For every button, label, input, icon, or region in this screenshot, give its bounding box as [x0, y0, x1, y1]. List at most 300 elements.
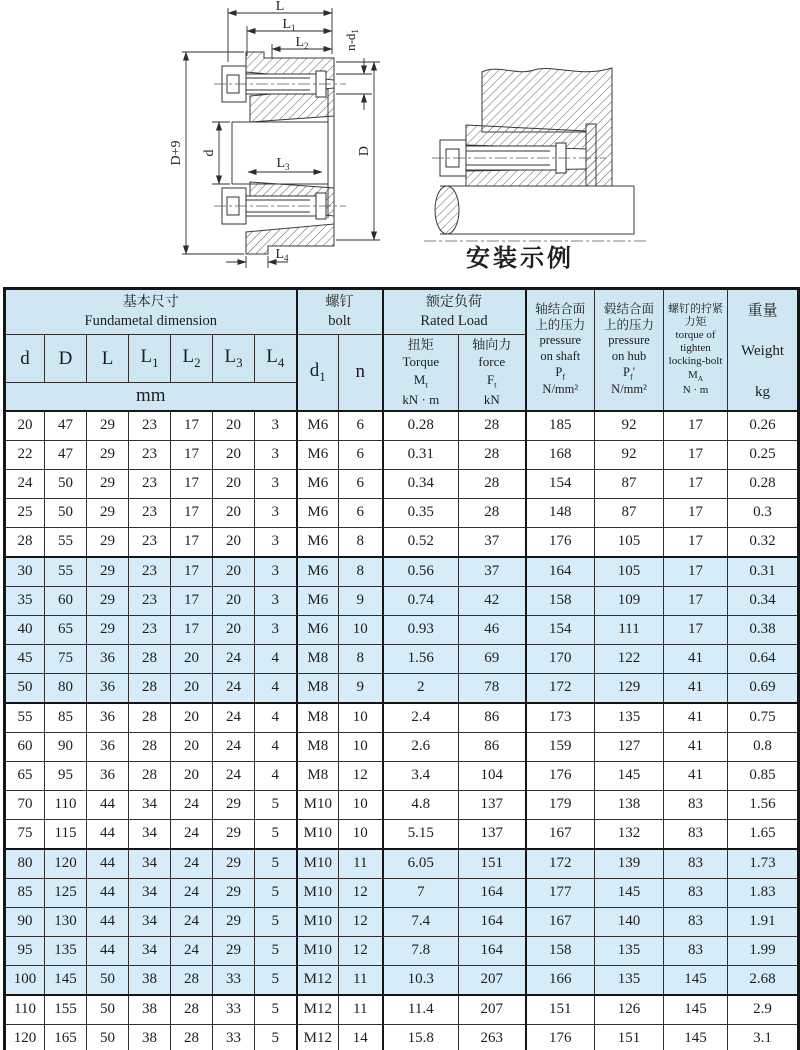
cell: 28 [5, 527, 45, 557]
table-row [5, 936, 799, 965]
cell: 12 [339, 878, 383, 907]
cell: 38 [129, 965, 171, 995]
cell: 145 [595, 878, 664, 907]
header-mm-unit: mm [5, 383, 297, 411]
cell: 151 [459, 849, 526, 879]
table-body [5, 411, 799, 1050]
cell: M6 [297, 411, 339, 441]
cell: 4 [255, 703, 297, 733]
cell: 29 [87, 586, 129, 615]
cell: 34 [129, 936, 171, 965]
cell: 38 [129, 1024, 171, 1050]
cell: M10 [297, 907, 339, 936]
cell: 23 [129, 527, 171, 557]
dim-label-d: d [202, 149, 217, 157]
cell: 139 [595, 849, 664, 879]
cell: 0.52 [383, 527, 459, 557]
cell: 5 [255, 1024, 297, 1050]
cell: 137 [459, 819, 526, 849]
cell: 83 [664, 907, 728, 936]
cell: 154 [526, 469, 595, 498]
cell: 185 [526, 411, 595, 441]
cell: 90 [5, 907, 45, 936]
cell: 29 [213, 878, 255, 907]
cell: 85 [45, 703, 87, 733]
cell: 29 [213, 849, 255, 879]
cell: 85 [5, 878, 45, 907]
cell: 50 [5, 673, 45, 703]
cell: 40 [5, 615, 45, 644]
cell: M12 [297, 965, 339, 995]
cell: 158 [526, 586, 595, 615]
table-row [5, 995, 799, 1025]
cell: 20 [213, 586, 255, 615]
cell: 17 [664, 411, 728, 441]
header-col-torque: 扭矩 Torque $M_t$ kN · m [383, 335, 459, 411]
cell: 0.35 [383, 498, 459, 527]
cell: 176 [526, 527, 595, 557]
cell: 11 [339, 849, 383, 879]
cell: 24 [213, 644, 255, 673]
cell: 17 [664, 527, 728, 557]
cell: 20 [213, 527, 255, 557]
cell: 148 [526, 498, 595, 527]
table-row [5, 527, 799, 557]
cell: 23 [129, 411, 171, 441]
cell: 2 [383, 673, 459, 703]
cell: 8 [339, 644, 383, 673]
cell: 5 [255, 995, 297, 1025]
cell: 0.25 [728, 440, 799, 469]
cell: M12 [297, 1024, 339, 1050]
dim-label-L3: $L_3$ [276, 156, 290, 172]
cell: 92 [595, 411, 664, 441]
header-col-d1: $d_1$ [297, 335, 339, 411]
table-row [5, 761, 799, 790]
cell: 83 [664, 790, 728, 819]
cell: 2.6 [383, 732, 459, 761]
cell: 20 [213, 469, 255, 498]
cell: 55 [45, 557, 87, 587]
cell: 17 [664, 498, 728, 527]
cell: 6 [339, 440, 383, 469]
cell: 0.85 [728, 761, 799, 790]
cell: 7.8 [383, 936, 459, 965]
cell: 12 [339, 761, 383, 790]
cell: 17 [664, 557, 728, 587]
bottom-collar [246, 224, 334, 254]
cell: 23 [129, 469, 171, 498]
cell: 5 [255, 965, 297, 995]
cell: 60 [5, 732, 45, 761]
cell: 125 [45, 878, 87, 907]
cell: M10 [297, 790, 339, 819]
cell: 1.99 [728, 936, 799, 965]
weight-cn: 重量 [747, 302, 778, 319]
cell: M8 [297, 644, 339, 673]
header-col-L1: $L_1$ [129, 335, 171, 383]
header-rated-load [383, 289, 526, 335]
cell: 17 [171, 586, 213, 615]
cell: 173 [526, 703, 595, 733]
cell: 37 [459, 527, 526, 557]
header-basic-dimension [5, 289, 297, 335]
cell: 41 [664, 673, 728, 703]
cell: 29 [87, 615, 129, 644]
cell: 0.28 [383, 411, 459, 441]
cell: 3 [255, 411, 297, 441]
cell: 34 [129, 790, 171, 819]
bolt-cn: 螺钉 [325, 294, 354, 310]
dim-label-L: L [275, 0, 285, 14]
cell: 36 [87, 644, 129, 673]
cell: 6 [339, 498, 383, 527]
cell: 24 [171, 936, 213, 965]
cell: 4 [255, 761, 297, 790]
cell: 80 [45, 673, 87, 703]
cell: 41 [664, 644, 728, 673]
cell: 11.4 [383, 995, 459, 1025]
cell: 145 [595, 761, 664, 790]
cell: 28 [459, 440, 526, 469]
cell: 3 [255, 615, 297, 644]
table-row [5, 673, 799, 703]
cell: 5 [255, 849, 297, 879]
cell: 15.8 [383, 1024, 459, 1050]
cell: 0.8 [728, 732, 799, 761]
basic-dimension-en: Fundametal dimension [84, 313, 218, 330]
cell: 70 [5, 790, 45, 819]
cell: M6 [297, 498, 339, 527]
cell: 8 [339, 557, 383, 587]
cell: 35 [5, 586, 45, 615]
cell: 20 [213, 411, 255, 441]
cell: 167 [526, 907, 595, 936]
cell: 168 [526, 440, 595, 469]
cell: 92 [595, 440, 664, 469]
cell: 12 [339, 936, 383, 965]
cell: 20 [171, 673, 213, 703]
cell: 29 [213, 819, 255, 849]
cell: 28 [459, 498, 526, 527]
lower-band [466, 169, 586, 186]
cell: 78 [459, 673, 526, 703]
cell: 176 [526, 1024, 595, 1050]
table-row [5, 732, 799, 761]
table-row [5, 1024, 799, 1050]
cell: 23 [129, 440, 171, 469]
dim-label-D9: D+9 [169, 140, 184, 166]
cell: 0.75 [728, 703, 799, 733]
cell: 5 [255, 790, 297, 819]
cell: M10 [297, 819, 339, 849]
cell: 129 [595, 673, 664, 703]
cell: 50 [45, 498, 87, 527]
cell: 17 [664, 469, 728, 498]
spec-table [3, 287, 800, 1050]
cell: 10 [339, 703, 383, 733]
cell: 10 [339, 615, 383, 644]
cell: 37 [459, 557, 526, 587]
cell: 23 [129, 615, 171, 644]
cell: 137 [459, 790, 526, 819]
cell: 95 [5, 936, 45, 965]
cell: 20 [213, 615, 255, 644]
table-row [5, 557, 799, 587]
technical-drawing-area [0, 0, 800, 287]
cell: 29 [213, 936, 255, 965]
cell: 83 [664, 878, 728, 907]
cell: 24 [213, 673, 255, 703]
cell: 44 [87, 936, 129, 965]
cell: 90 [45, 732, 87, 761]
cell: 24 [171, 907, 213, 936]
cell: 109 [595, 586, 664, 615]
cell: 0.26 [728, 411, 799, 441]
cell: 80 [5, 849, 45, 879]
cell: 50 [45, 469, 87, 498]
cell: 0.31 [383, 440, 459, 469]
cell: 28 [171, 1024, 213, 1050]
cell: 20 [171, 644, 213, 673]
cell: 17 [171, 440, 213, 469]
collar [586, 124, 596, 186]
cell: 164 [526, 557, 595, 587]
cell: 120 [45, 849, 87, 879]
cell: 1.56 [383, 644, 459, 673]
cell: 145 [45, 965, 87, 995]
cell: 34 [129, 878, 171, 907]
dim-label-L1: $L_1$ [282, 17, 296, 33]
cell: 154 [526, 615, 595, 644]
cell: 172 [526, 849, 595, 879]
table-row [5, 878, 799, 907]
cell: 4 [255, 644, 297, 673]
cell: 176 [526, 761, 595, 790]
cell: 36 [87, 703, 129, 733]
cell: 24 [171, 790, 213, 819]
cell: 145 [664, 1024, 728, 1050]
cell: 20 [171, 761, 213, 790]
header-col-L: L [87, 335, 129, 383]
cell: 28 [129, 703, 171, 733]
cell: 6.05 [383, 849, 459, 879]
cell: 14 [339, 1024, 383, 1050]
dim-label-n-d1: $n-d_1$ [343, 29, 360, 51]
cell: 34 [129, 907, 171, 936]
cell: 36 [87, 761, 129, 790]
cell: 24 [5, 469, 45, 498]
table-row [5, 703, 799, 733]
table-row [5, 586, 799, 615]
table-row [5, 411, 799, 441]
cell: 55 [45, 527, 87, 557]
cell: 47 [45, 411, 87, 441]
cell: 29 [213, 790, 255, 819]
cell: 3 [255, 469, 297, 498]
cell: 164 [459, 907, 526, 936]
cell: 24 [213, 732, 255, 761]
drawings-svg [0, 0, 800, 287]
cell: 3 [255, 440, 297, 469]
cell: 24 [171, 878, 213, 907]
cell: 4 [255, 673, 297, 703]
cell: 29 [87, 411, 129, 441]
cell: 10.3 [383, 965, 459, 995]
cell: 17 [664, 615, 728, 644]
cell: 1.73 [728, 849, 799, 879]
cell: 44 [87, 878, 129, 907]
cell: M8 [297, 732, 339, 761]
cell: M6 [297, 557, 339, 587]
cell: M12 [297, 995, 339, 1025]
cell: M6 [297, 527, 339, 557]
cell: 24 [171, 849, 213, 879]
table-header [5, 289, 799, 411]
cell: 34 [129, 849, 171, 879]
cell: M10 [297, 878, 339, 907]
table-row [5, 790, 799, 819]
cell: 75 [5, 819, 45, 849]
cell: 20 [213, 498, 255, 527]
cell: 115 [45, 819, 87, 849]
cell: 8 [339, 527, 383, 557]
cell: M8 [297, 761, 339, 790]
cell: 23 [129, 498, 171, 527]
cell: 20 [213, 440, 255, 469]
cell: 44 [87, 849, 129, 879]
cell: 20 [171, 732, 213, 761]
cell: 11 [339, 965, 383, 995]
cell: M6 [297, 615, 339, 644]
cell: 44 [87, 819, 129, 849]
cell: 95 [45, 761, 87, 790]
dim-label-L2: $L_2$ [295, 35, 309, 51]
cell: 28 [459, 411, 526, 441]
installation-view [424, 68, 648, 272]
table-row [5, 644, 799, 673]
cell: 33 [213, 965, 255, 995]
cell: 6 [339, 411, 383, 441]
cell: 9 [339, 673, 383, 703]
cell: 17 [171, 469, 213, 498]
cell: 177 [526, 878, 595, 907]
cell: 179 [526, 790, 595, 819]
cell: M6 [297, 586, 339, 615]
cell: 69 [459, 644, 526, 673]
cell: 207 [459, 965, 526, 995]
cell: 46 [459, 615, 526, 644]
cell: 0.93 [383, 615, 459, 644]
cell: 44 [87, 790, 129, 819]
cell: 17 [171, 411, 213, 441]
cell: 24 [213, 703, 255, 733]
cell: 135 [595, 965, 664, 995]
cell: 29 [87, 469, 129, 498]
cell: 4 [255, 732, 297, 761]
cell: 111 [595, 615, 664, 644]
cell: 86 [459, 703, 526, 733]
cell: 28 [129, 732, 171, 761]
cell: 0.3 [728, 498, 799, 527]
cell: 20 [5, 411, 45, 441]
cell: 0.74 [383, 586, 459, 615]
cell: 5.15 [383, 819, 459, 849]
cell: 0.32 [728, 527, 799, 557]
table-row [5, 965, 799, 995]
cell: 17 [171, 498, 213, 527]
cell: 29 [87, 440, 129, 469]
shaft [435, 186, 634, 234]
cell: 86 [459, 732, 526, 761]
cell: 24 [213, 761, 255, 790]
cell: 17 [171, 557, 213, 587]
cell: 155 [45, 995, 87, 1025]
cell: 41 [664, 761, 728, 790]
cell: 33 [213, 1024, 255, 1050]
cell: 38 [129, 995, 171, 1025]
cell: 1.91 [728, 907, 799, 936]
weight-en: Weight [741, 343, 784, 360]
cell: 28 [171, 995, 213, 1025]
cell: 3 [255, 586, 297, 615]
header-col-L3: $L_3$ [213, 335, 255, 383]
cell: 170 [526, 644, 595, 673]
cell: 0.31 [728, 557, 799, 587]
cell: 55 [5, 703, 45, 733]
cell: 29 [87, 498, 129, 527]
cell: 29 [87, 557, 129, 587]
cell: 12 [339, 907, 383, 936]
cell: 126 [595, 995, 664, 1025]
cell: 145 [664, 995, 728, 1025]
installation-caption: 安装示例 [466, 246, 574, 272]
cell: 0.34 [728, 586, 799, 615]
header-tightening-torque: 螺钉的拧紧 力矩 torque of tighten locking-bolt $M_A$ N · m [664, 289, 728, 411]
cell: M6 [297, 440, 339, 469]
cell: M8 [297, 673, 339, 703]
cell: 83 [664, 819, 728, 849]
cell: 140 [595, 907, 664, 936]
cell: 135 [595, 703, 664, 733]
cell: 5 [255, 907, 297, 936]
header-pressure-on-shaft: 轴结合面 上的压力 pressure on shaft $P_f$ N/mm² [526, 289, 595, 411]
cell: 10 [339, 732, 383, 761]
cell: 7 [383, 878, 459, 907]
cell: 158 [526, 936, 595, 965]
cell: 100 [5, 965, 45, 995]
cell: 28 [129, 673, 171, 703]
cell: 17 [664, 440, 728, 469]
cell: M10 [297, 936, 339, 965]
cell: 164 [459, 936, 526, 965]
cell: M6 [297, 469, 339, 498]
cell: 164 [459, 878, 526, 907]
cell: 28 [129, 644, 171, 673]
cell: 0.28 [728, 469, 799, 498]
cell: 138 [595, 790, 664, 819]
cell: 3 [255, 527, 297, 557]
cell: 33 [213, 995, 255, 1025]
cell: 1.83 [728, 878, 799, 907]
cell: 0.56 [383, 557, 459, 587]
cell: 10 [339, 790, 383, 819]
cell: 110 [5, 995, 45, 1025]
cell: 50 [87, 1024, 129, 1050]
cell: 36 [87, 732, 129, 761]
cell: M10 [297, 849, 339, 879]
cell: 20 [171, 703, 213, 733]
